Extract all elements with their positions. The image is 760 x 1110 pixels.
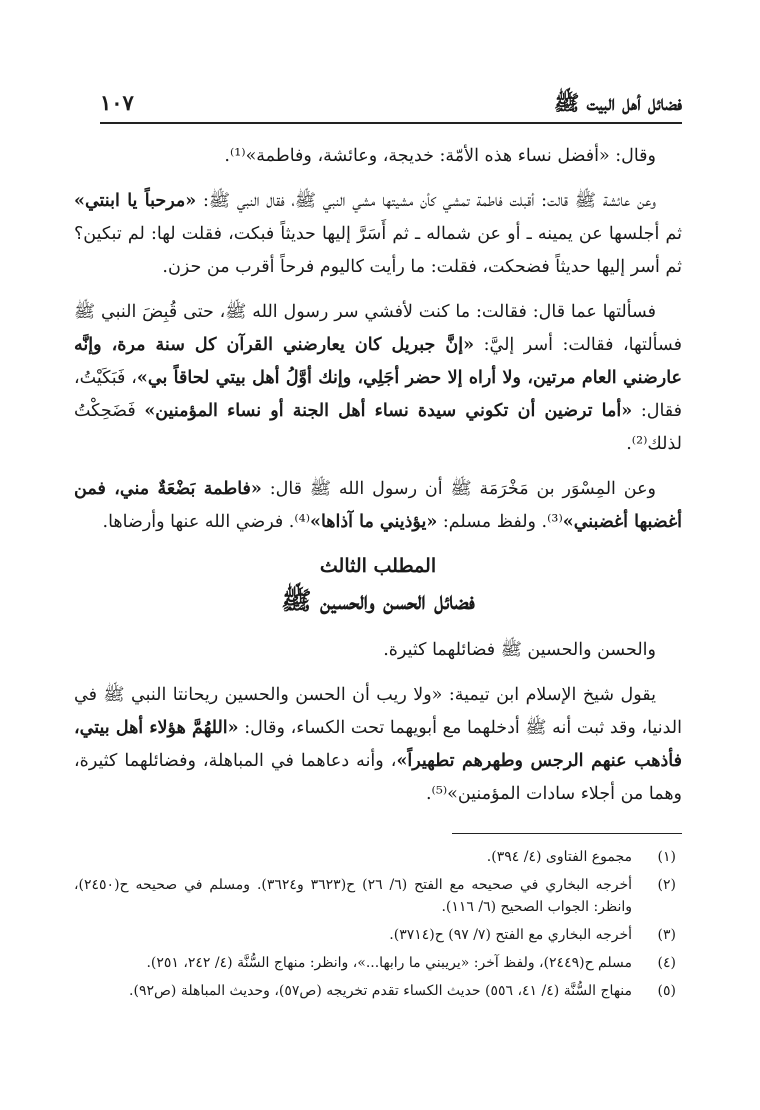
paragraph-3-text-a: فسألتها عما قال: فقالت: ما كنت لأفشي سر رسول الله ﷺ، حتى قُبِضَ النبي ﷺ فسألتها، فقالت: أسر إليَّ: (74, 302, 682, 355)
paragraph-4-text-a: وعن المِسْوَر بن مَخْرَمَة ﷺ أن رسول الله ﷺ قال: (261, 479, 657, 499)
footnote-text: أخرجه البخاري في صحيحه مع الفتح (٦/ ٢٦) ح(٣٦٢٣ و٣٦٢٤). ومسلم في صحيحه ح(٢٤٥٠)، وانظر: الجواب الصحيح (٦/ ١١٦). (74, 877, 632, 915)
footnote-4 (74, 952, 682, 974)
footnote-text: منهاج السُّنَّة (٤/ ٤١، ٥٥٦) حديث الكساء تقدم تخريجه (ص٥٧)، وحديث المباهلة (ص٩٢). (129, 983, 632, 999)
paragraph-3 (74, 296, 682, 461)
paragraph-3-text-e: فَضَحِكْتُ لذلك⁽²⁾. (74, 401, 682, 454)
paragraph-4-quote-2: «يؤذيني ما آذاها» (310, 512, 438, 532)
paragraph-2-text-a: وعن عائشة ﷺ قالت: أقبلت فاطمة تمشي كأن مشيتها مشي النبي ﷺ، فقال النبي ﷺ: (196, 191, 656, 211)
page-header (100, 86, 682, 124)
paragraph-6-text-a: يقول شيخ الإسلام ابن تيمية: «ولا ريب أن الحسن والحسين ريحانتا النبي ﷺ في الدنيا، وقد ثبت أنه ﷺ أدخلهما مع أبويهما تحت الكساء، وقال: (74, 685, 682, 738)
paragraph-4-text-e: ⁽⁴⁾. فرضي الله عنها وأرضاها. (102, 512, 310, 532)
paragraph-6-quote: «اللهُمَّ هؤلاء أهل بيتي، فأذهب عنهم الرجس وطهرهم تطهيراً» (74, 718, 682, 771)
footnotes (74, 846, 682, 1008)
paragraph-2-quote: «مرحباً يا ابنتي» (74, 191, 197, 211)
footnote-number: (٢) (657, 877, 676, 893)
paragraph-2 (74, 185, 682, 284)
paragraph-1 (74, 140, 682, 173)
footnote-number: (٤) (657, 955, 676, 971)
footnote-text: مسلم ح(٢٤٤٩)، ولفظ آخر: «يريبني ما رابها...»، وانظر: منهاج السُّنَّة (٤/ ٢٤٢، ٢٥١). (146, 955, 632, 971)
paragraph-2-text-c: ثم أجلسها عن يمينه ـ أو عن شماله ـ ثم أَسَرَّ إليها حديثاً فبكت، فقلت لها: لم تبكين؟ ثم أسر إليها حديثاً فضحكت، فقلت: ما رأيت كاليوم فرحاً أقرب من حزن. (74, 224, 682, 277)
footnote-separator (452, 833, 682, 834)
section-label: المطلب الثالث (319, 555, 437, 577)
paragraph-6 (74, 679, 682, 811)
footnote-number: (١) (657, 849, 676, 865)
paragraph-4-quote-1: «فاطمة بَضْعَةٌ مني، فمن أغضبها أغضبني» (74, 479, 682, 532)
section-title: فضائل الحسن والحسين ﷺ (281, 586, 475, 615)
footnote-3 (74, 924, 682, 946)
footnote-number: (٥) (657, 983, 676, 999)
paragraph-4-text-c: ⁽³⁾. ولفظ مسلم: (437, 512, 563, 532)
footnote-text: مجموع الفتاوى (٤/ ٣٩٤). (486, 849, 632, 865)
page-number: ١٠٧ (100, 90, 134, 115)
footnote-5 (74, 980, 682, 1002)
paragraph-3-quote-1: «إنَّ جبريل كان يعارضني القرآن كل سنة مرة، وإنَّه عارضني العام مرتين، ولا أراه إلا حضر أجَلِي، وإنك أوَّلُ أهل بيتي لحاقاً بي» (74, 335, 682, 388)
paragraph-6-text-c: ، وأنه دعاهما في المباهلة، وفضائلهما كثيرة، وهما من أجلاء سادات المؤمنين»⁽⁵⁾. (74, 751, 682, 804)
footnote-number: (٣) (657, 927, 676, 943)
paragraph-3-text-c: ، فَبَكَيْتُ، فقال: (74, 368, 683, 421)
paragraph-5 (74, 634, 682, 667)
footnote-2 (74, 874, 682, 918)
running-title: فضائل أهل البيت ﷺ (553, 90, 682, 115)
paragraph-3-quote-2: «أما ترضين أن تكوني سيدة نساء أهل الجنة أو نساء المؤمنين» (144, 401, 633, 421)
main-text (74, 140, 682, 823)
paragraph-1-text: وقال: «أفضل نساء هذه الأمّة: خديجة، وعائشة، وفاطمة»⁽¹⁾. (224, 146, 656, 166)
footnote-text: أخرجه البخاري مع الفتح (٧/ ٩٧) ح(٣٧١٤). (389, 927, 632, 943)
paragraph-5-text: والحسن والحسين ﷺ فضائلهما كثيرة. (383, 640, 656, 660)
paragraph-4 (74, 473, 682, 539)
footnote-1 (74, 846, 682, 868)
